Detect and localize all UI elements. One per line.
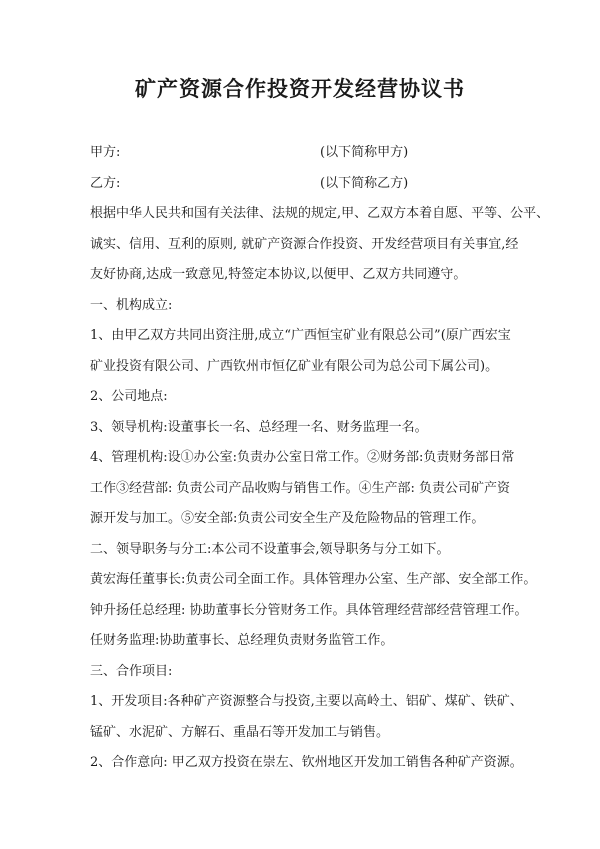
body-line: 3、领导机构:设董事长一名、总经理一名、财务监理一名。 [90, 420, 428, 435]
body-line: 矿业投资有限公司、广西钦州市恒亿矿业有限公司为总公司下属公司)。 [90, 359, 499, 374]
body-line: 黄宏海任董事长:负责公司全面工作。具体管理办公室、生产部、安全部工作。 [90, 572, 537, 587]
party-b-label: 乙方: [90, 176, 121, 191]
party-b-line [90, 174, 409, 194]
party-a-line [90, 143, 409, 163]
document-title: 矿产资源合作投资开发经营协议书 [135, 76, 465, 101]
party-b-note: (以下简称乙方) [320, 176, 409, 191]
body-line: 诚实、信用、互利的原则, 就矿产资源合作投资、开发经营项目有关事宜,经 [90, 237, 519, 252]
body-line: 工作③经营部: 负责公司产品收购与销售工作。④生产部: 负责公司矿产资 [90, 481, 511, 496]
body-line: 任财务监理:协助董事长、总经理负责财务监管工作。 [90, 633, 394, 648]
body-line: 钟升扬任总经理: 协助董事长分管财务工作。具体管理经营部经营管理工作。 [90, 603, 528, 618]
section-heading: 一、机构成立: [90, 298, 173, 313]
body-line: 4、管理机构:设①办公室:负责办公室日常工作。②财务部:负责财务部日常 [90, 450, 515, 465]
body-line: 1、开发项目:各种矿产资源整合与投资,主要以高岭土、铝矿、煤矿、铁矿、 [90, 694, 523, 709]
section-heading: 三、合作项目: [90, 664, 173, 679]
body-line: 2、合作意向: 甲乙双方投资在崇左、钦州地区开发加工销售各种矿产资源。 [90, 755, 523, 770]
body-line: 源开发与加工。⑤安全部:负责公司安全生产及危险物品的管理工作。 [90, 511, 485, 526]
body-line: 友好协商,达成一致意见,特签定本协议,以便甲、乙双方共同遵守。 [90, 267, 467, 282]
party-a-label: 甲方: [90, 145, 121, 160]
party-a-note: (以下简称甲方) [320, 145, 409, 160]
body-line: 1、由甲乙双方共同出资注册,成立“广西恒宝矿业有限总公司”(原广西宏宝 [90, 328, 511, 343]
body-line: 锰矿、水泥矿、方解石、重晶石等开发加工与销售。 [90, 725, 390, 740]
section-heading: 二、领导职务与分工:本公司不设董事会,领导职务与分工如下。 [90, 542, 450, 557]
body-line: 2、公司地点: [90, 389, 168, 404]
body-line: 根据中华人民共和国有关法律、法规的规定,甲、乙双方本着自愿、平等、公平、 [90, 206, 550, 221]
